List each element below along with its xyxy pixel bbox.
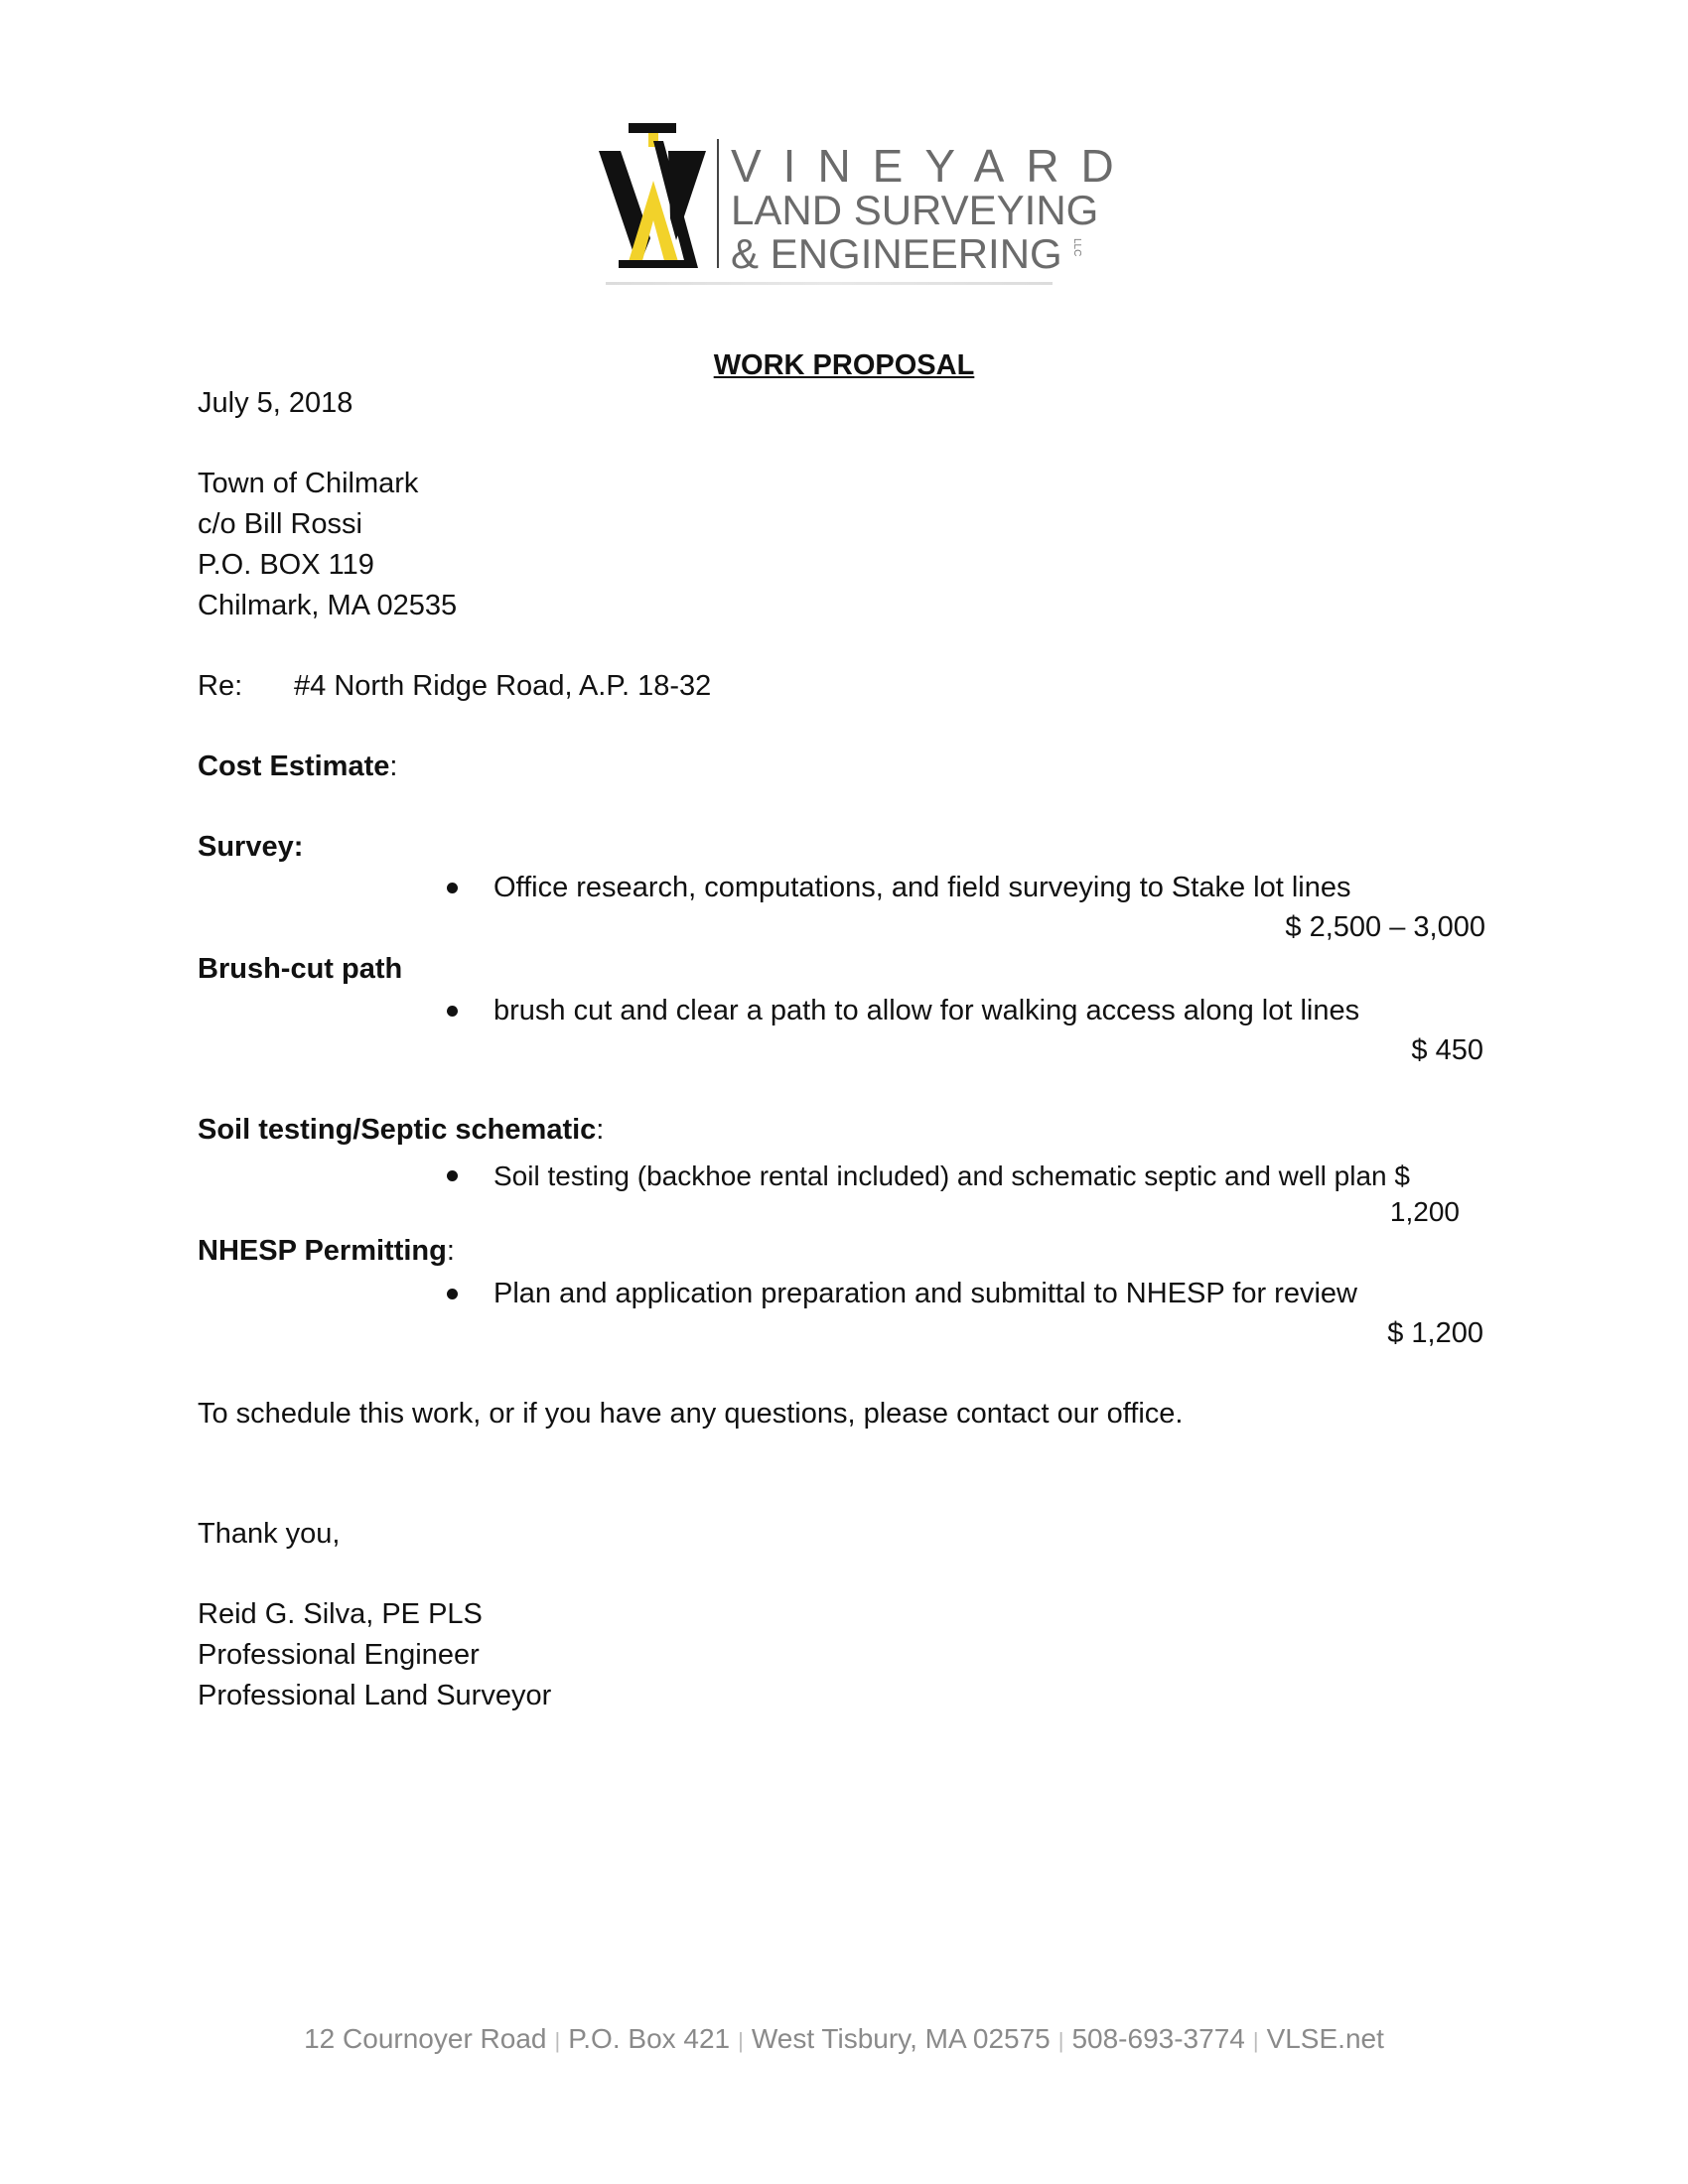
brush-price: $ 450 (1411, 1034, 1483, 1066)
cost-estimate-heading: Cost Estimate: (198, 751, 398, 782)
signature-title1: Professional Engineer (198, 1639, 480, 1671)
survey-heading: Survey: (198, 831, 304, 863)
company-logo-icon (599, 121, 708, 270)
page-title: WORK PROPOSAL (713, 349, 975, 381)
bullet-icon (447, 1006, 458, 1017)
recipient-line1: Town of Chilmark (198, 468, 419, 499)
company-name-line2: LAND SURVEYING (731, 187, 1099, 233)
survey-price: $ 2,500 – 3,000 (1285, 911, 1485, 943)
footer-address: 12 Cournoyer Road (304, 2023, 547, 2054)
footer-contact: 12 Cournoyer Road | P.O. Box 421 | West Tisbury, MA 02575 | 508-693-3774 | VLSE.net (304, 2023, 1384, 2054)
brush-item: brush cut and clear a path to allow for walking access along lot lines (493, 995, 1360, 1026)
company-name-line3: & ENGINEERING (731, 230, 1062, 277)
soil-item: Soil testing (backhoe rental included) and schematic septic and well plan $ (493, 1160, 1410, 1191)
footer-website: VLSE.net (1266, 2023, 1384, 2054)
re-label: Re: (198, 670, 243, 702)
closing-note: To schedule this work, or if you have any questions, please contact our office. (198, 1398, 1184, 1430)
nhesp-price: $ 1,200 (1387, 1317, 1483, 1349)
signoff: Thank you, (198, 1518, 341, 1550)
bullet-icon (447, 1170, 458, 1181)
company-suffix: LLC (1071, 238, 1082, 257)
nhesp-item: Plan and application preparation and submittal to NHESP for review (493, 1278, 1357, 1309)
brush-heading: Brush-cut path (198, 953, 403, 985)
footer-city: West Tisbury, MA 02575 (751, 2023, 1051, 2054)
footer-pobox: P.O. Box 421 (568, 2023, 731, 2054)
signature-title2: Professional Land Surveyor (198, 1680, 552, 1711)
signature-name: Reid G. Silva, PE PLS (198, 1598, 483, 1630)
survey-item: Office research, computations, and field surveying to Stake lot lines (493, 872, 1351, 903)
recipient-line4: Chilmark, MA 02535 (198, 590, 458, 621)
soil-heading: Soil testing/Septic schematic: (198, 1114, 605, 1146)
bullet-icon (447, 883, 458, 893)
letterhead-rule (606, 282, 1053, 285)
recipient-line3: P.O. BOX 119 (198, 549, 374, 581)
letter-date: July 5, 2018 (198, 387, 353, 419)
re-value: #4 North Ridge Road, A.P. 18-32 (294, 670, 712, 702)
recipient-line2: c/o Bill Rossi (198, 508, 362, 540)
bullet-icon (447, 1289, 458, 1299)
footer-phone: 508-693-3774 (1071, 2023, 1245, 2054)
nhesp-heading: NHESP Permitting: (198, 1235, 455, 1267)
company-name-line1: VINEYARD (731, 140, 1136, 192)
logo-divider (717, 139, 719, 268)
soil-price: 1,200 (1389, 1196, 1460, 1227)
